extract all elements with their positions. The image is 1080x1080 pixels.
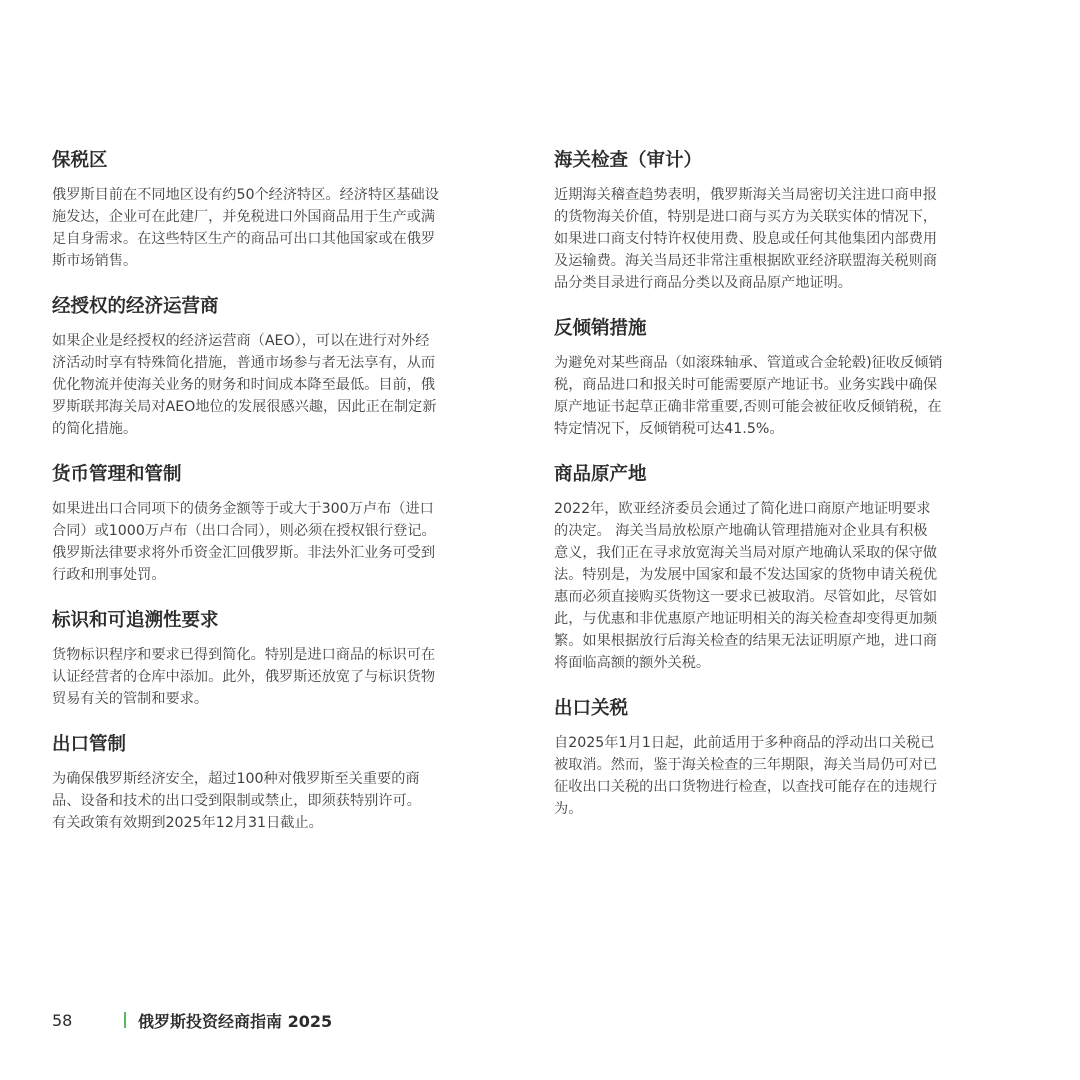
section-anti-dumping (554, 316, 1002, 440)
section-heading: 保税区 (52, 150, 108, 171)
publication-title: 俄罗斯投资经商指南 2025 (138, 1011, 333, 1031)
section-country-of-origin (554, 462, 1002, 674)
section-body: 为避免对某些商品（如滚珠轴承、管道或合金轮毂)征收反倾销 税，商品进口和报关时可能需要原产地证书。业务实践中确保 原产地证书起草正确非常重要,否则可能会被征收反倾销税，在 特定情况下，反倾销税可达41.5%。 (554, 355, 943, 437)
section-body: 自2025年1月1日起，此前适用于多种商品的浮动出口关税已 被取消。然而，鉴于海关检查的三年期限，海关当局仍可对已 征收出口关税的出口货物进行检查，以查找可能存在的违规行 为。 (554, 735, 938, 817)
section-heading: 海关检查（审计） (554, 150, 703, 171)
section-aeo (52, 294, 500, 440)
section-body: 俄罗斯目前在不同地区设有约50个经济特区。经济特区基础设 施发达，企业可在此建厂，并免税进口外国商品用于生产或满 足自身需求。在这些特区生产的商品可出口其他国家或在俄罗 斯市场销售。 (52, 187, 439, 269)
section-heading: 出口管制 (52, 734, 127, 755)
section-heading: 出口关税 (554, 698, 629, 719)
section-body: 如果企业是经授权的经济运营商（AEO），可以在进行对外经 济活动时享有特殊简化措施，普通市场参与者无法享有，从而 优化物流并使海关业务的财务和时间成本降至最低。目前，俄 罗斯联邦海关局对AEO地位的发展很感兴趣，因此正在制定新 的简化措施。 (52, 333, 437, 437)
section-heading: 反倾销措施 (554, 318, 647, 339)
section-body: 如果进出口合同项下的债务金额等于或大于300万卢布（进口 合同）或1000万卢布（出口合同），则必须在授权银行登记。 俄罗斯法律要求将外币资金汇回俄罗斯。非法外汇业务可受到 行政和刑事处罚。 (52, 501, 436, 583)
section-body: 近期海关稽查趋势表明，俄罗斯海关当局密切关注进口商申报 的货物海关价值，特别是进口商与买方为关联实体的情况下， 如果进口商支付特许权使用费、股息或任何其他集团内部费用 及运输费。海关当局还非常注重根据欧亚经济联盟海关税则商 品分类目录进行商品分类以及商品原产地证明。 (554, 187, 938, 291)
section-export-control (52, 732, 500, 834)
section-body: 2022年，欧亚经济委员会通过了简化进口商原产地证明要求 的决定。 海关当局放松原产地确认管理措施对企业具有积极 意义，我们正在寻求放宽海关当局对原产地确认采取的保守做 法。特别是，为发展中国家和最不发达国家的货物申请关税优 惠而必须直接购买货物这一要求已被取消。尽管如此，尽管如 此，与优惠和非优惠原产地证明相关的海关检查却变得更加频 繁。如果根据放行后海关检查的结果无法证明原产地，进口商 将面临高额的额外关税。 (554, 501, 938, 671)
section-body: 为确保俄罗斯经济安全，超过100种对俄罗斯至关重要的商 品、设备和技术的出口受到限制或禁止，即须获特别许可。 有关政策有效期到2025年12月31日截止。 (52, 771, 421, 831)
page-number: 58 (52, 1010, 73, 1030)
section-heading: 货币管理和管制 (52, 464, 182, 485)
section-customs-audit (554, 148, 1002, 294)
right-column (554, 148, 1002, 842)
left-column (52, 148, 500, 856)
footer-divider (124, 1012, 126, 1028)
section-currency-control (52, 462, 500, 586)
page-footer (52, 1008, 332, 1032)
section-heading: 经授权的经济运营商 (52, 296, 219, 317)
section-heading: 标识和可追溯性要求 (52, 610, 219, 631)
section-heading: 商品原产地 (554, 464, 647, 485)
section-bonded-zone (52, 148, 500, 272)
section-body: 货物标识程序和要求已得到简化。特别是进口商品的标识可在 认证经营者的仓库中添加。此外，俄罗斯还放宽了与标识货物 贸易有关的管制和要求。 (52, 647, 436, 707)
section-export-duties (554, 696, 1002, 820)
section-labeling (52, 608, 500, 710)
